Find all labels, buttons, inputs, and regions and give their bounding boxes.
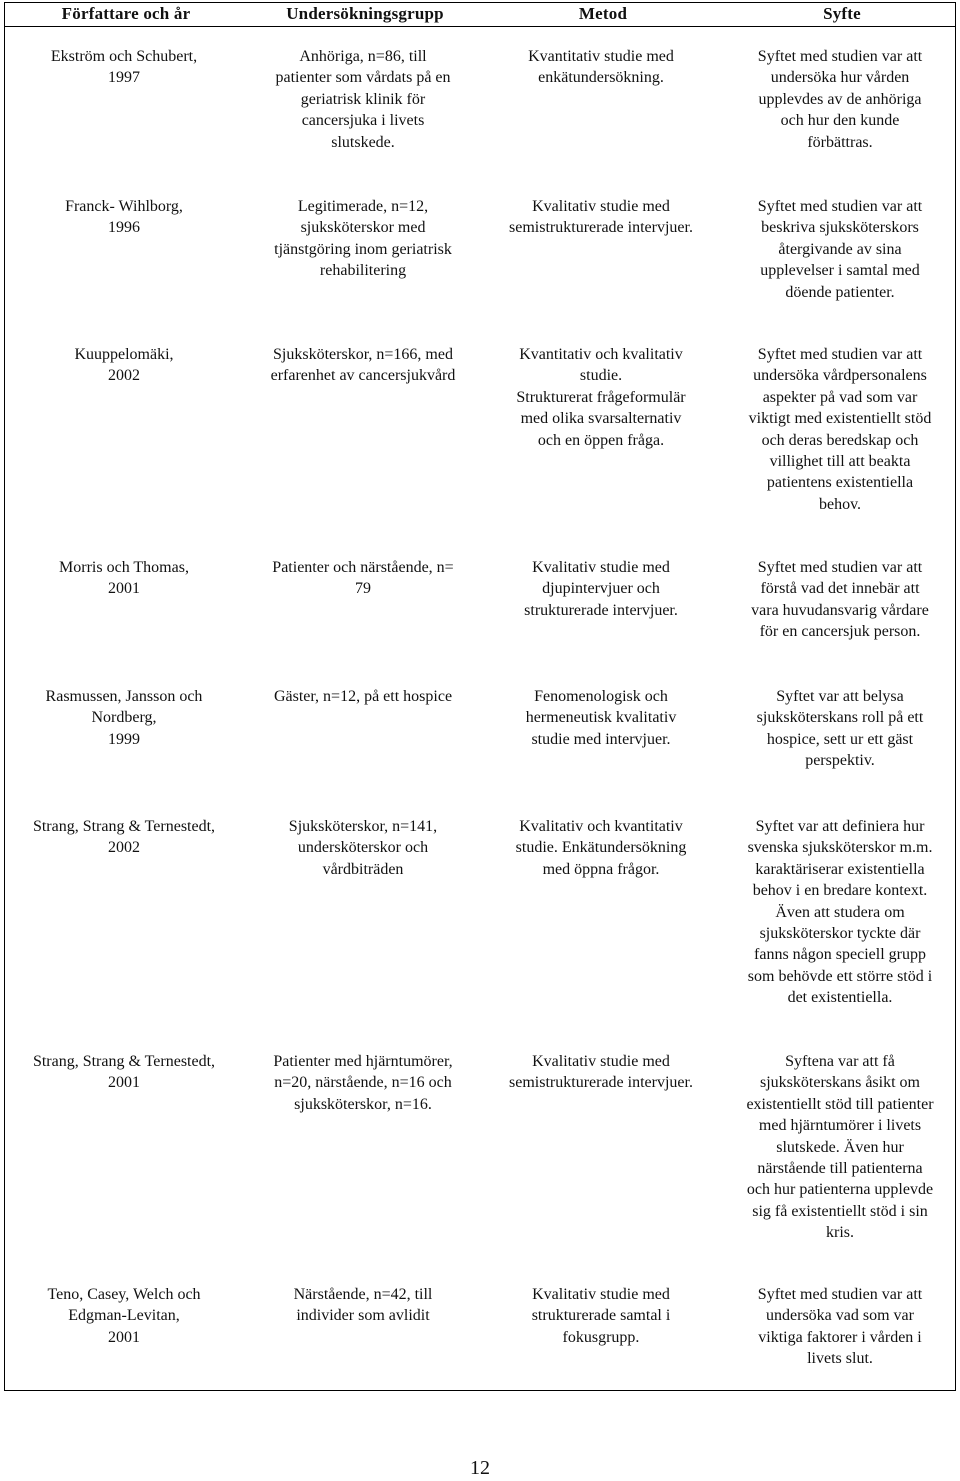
cell-aim: Syftena var att få sjuksköterskans åsikt om existentiellt stöd till patienter med hjärntumörer i livets slutskede. Även hur närstående till patienterna och hur patienterna upplevde sig få existentiellt stöd i sin kris. — [746, 1053, 934, 1242]
cell-group: Legitimerade, n=12, sjuksköterskor med tjänstgöring inom geriatrisk rehabilitering — [274, 198, 452, 280]
cell-group: Sjuksköterskor, n=166, med erfarenhet av cancersjukvård — [270, 346, 456, 385]
cell-group: Anhöriga, n=86, till patienter som vårdats på en geriatrisk klinik för cancersjuka i livets slutskede. — [275, 48, 451, 151]
cell-group: Gäster, n=12, på ett hospice — [273, 688, 453, 705]
cell-aim: Syftet var att belysa sjuksköterskans roll på ett hospice, sett ur ett gäst perspektiv. — [756, 688, 924, 770]
cell-group: Närstående, n=42, till individer som avlidit — [293, 1286, 433, 1325]
cell-author: Strang, Strang & Ternestedt, 2001 — [32, 1053, 216, 1092]
header-study-group: Undersökningsgrupp — [286, 4, 444, 23]
cell-author: Ekström och Schubert, 1997 — [50, 48, 198, 87]
cell-aim: Syftet var att definiera hur svenska sjuksköterskor m.m. karaktäriserar existentiella behov i en bredare kontext. Även att studera om sjuksköterskor tyckte där fanns någon speciell grupp som behövde ett större stöd i det existentiella. — [747, 818, 933, 1007]
cell-author: Morris och Thomas, 2001 — [59, 559, 189, 598]
cell-method: Kvalitativ studie med semistrukturerade intervjuer. — [509, 1053, 693, 1092]
header-aim: Syfte — [823, 4, 861, 23]
cell-method: Fenomenologisk och hermeneutisk kvalitativ studie med intervjuer. — [525, 688, 677, 748]
cell-author: Strang, Strang & Ternestedt, 2002 — [32, 818, 216, 857]
cell-method: Kvalitativ studie med djupintervjuer och strukturerade intervjuer. — [524, 559, 678, 619]
cell-group: Patienter med hjärntumörer, n=20, närstående, n=16 och sjuksköterskor, n=16. — [273, 1053, 453, 1113]
cell-group: Patienter och närstående, n= 79 — [272, 559, 454, 598]
cell-author: Teno, Casey, Welch och Edgman-Levitan, 2001 — [47, 1286, 201, 1346]
cell-aim: Syftet med studien var att undersöka hur vården upplevdes av de anhöriga och hur den kunde förbättras. — [757, 48, 923, 151]
cell-aim: Syftet med studien var att undersöka vad som var viktiga faktorer i vården i livets slut. — [757, 1286, 923, 1368]
table-header-row — [4, 2, 956, 27]
cell-aim: Syftet med studien var att beskriva sjuksköterskors återgivande av sina upplevelser i samtal med döende patienter. — [757, 198, 923, 301]
cell-method: Kvalitativ och kvantitativ studie. Enkätundersökning med öppna frågor. — [515, 818, 687, 878]
cell-method: Kvalitativ studie med semistrukturerade intervjuer. — [509, 198, 693, 237]
cell-author: Rasmussen, Jansson och Nordberg, 1999 — [45, 688, 203, 748]
cell-author: Kuuppelomäki, 2002 — [74, 346, 174, 385]
page-number: 12 — [470, 1457, 490, 1479]
cell-method: Kvantitativ studie med enkätundersökning. — [528, 48, 674, 87]
header-method: Metod — [578, 4, 628, 23]
cell-method: Kvantitativ och kvalitativ studie. Strukturerat frågeformulär med olika svarsalternativ och en öppen fråga. — [516, 346, 686, 449]
cell-aim: Syftet med studien var att förstå vad det innebär att vara huvudansvarig vårdare för en cancersjuk person. — [751, 559, 929, 641]
cell-aim: Syftet med studien var att undersöka vårdpersonalens aspekter på vad som var viktigt med existentiellt stöd och deras beredskap och villighet till att beakta patientens existentiella behov. — [748, 346, 932, 513]
cell-group: Sjuksköterskor, n=141, undersköterskor och vårdbiträden — [288, 818, 438, 878]
cell-method: Kvalitativ studie med strukturerade samtal i fokusgrupp. — [531, 1286, 671, 1346]
cell-author: Franck- Wihlborg, 1996 — [65, 198, 183, 237]
header-author-year: Författare och år — [61, 4, 191, 23]
